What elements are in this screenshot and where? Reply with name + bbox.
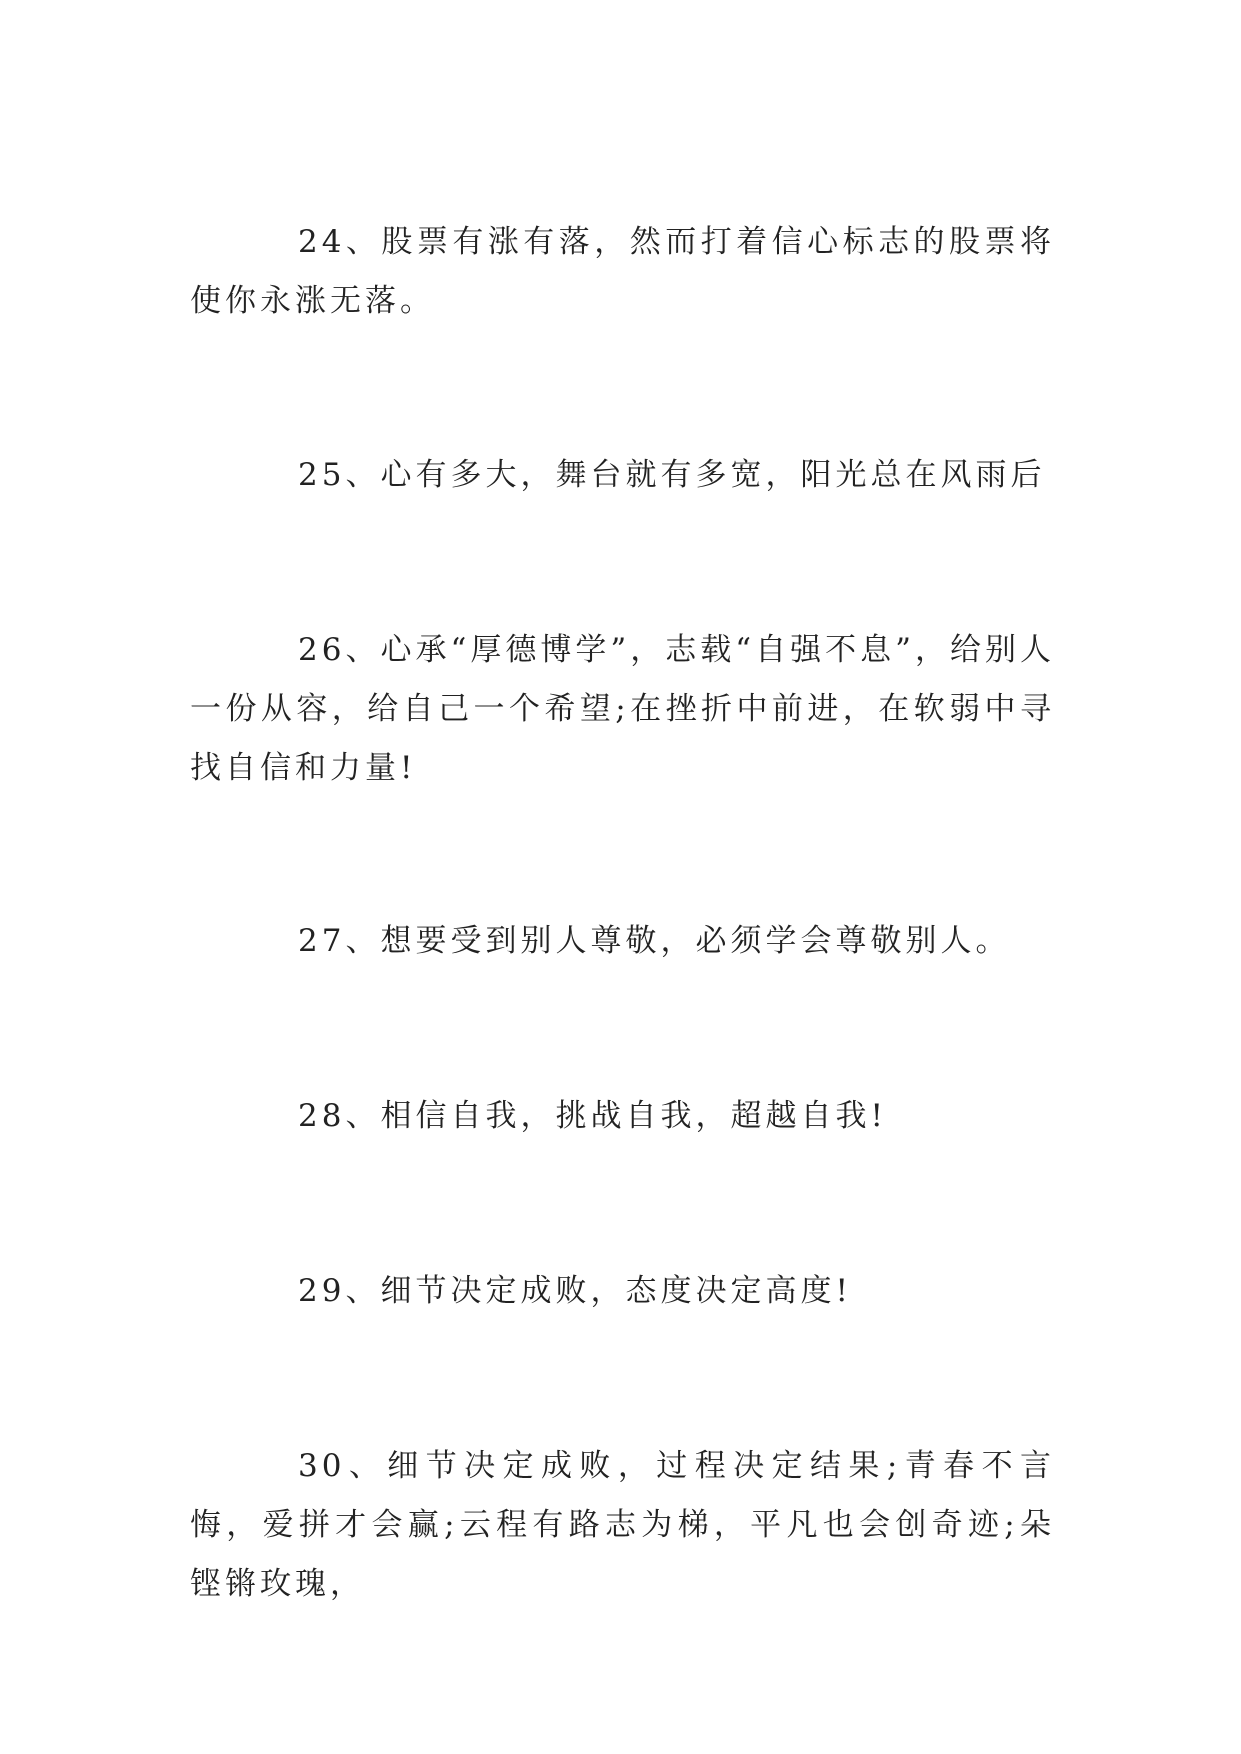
paragraph-27: 27、想要受到别人尊敬，必须学会尊敬别人。	[298, 923, 1011, 959]
paragraph-25: 25、心有多大，舞台就有多宽，阳光总在风雨后	[298, 457, 1046, 493]
paragraph-26: 26、心承“厚德博学”，志载“自强不息”，给别人一份从容，给自己一个希望;在挫折中前进，在软弱中寻找自信和力量!	[190, 632, 1055, 786]
paragraph-24: 24、股票有涨有落，然而打着信心标志的股票将使你永涨无落。	[190, 224, 1055, 319]
paragraph-28: 28、相信自我，挑战自我，超越自我!	[298, 1098, 887, 1134]
paragraph-29: 29、细节决定成败，态度决定高度!	[298, 1273, 852, 1309]
paragraph-30: 30、细节决定成败，过程决定结果;青春不言悔，爱拼才会赢;云程有路志为梯，平凡也会创奇迹;朵铿锵玫瑰，	[190, 1448, 1055, 1602]
